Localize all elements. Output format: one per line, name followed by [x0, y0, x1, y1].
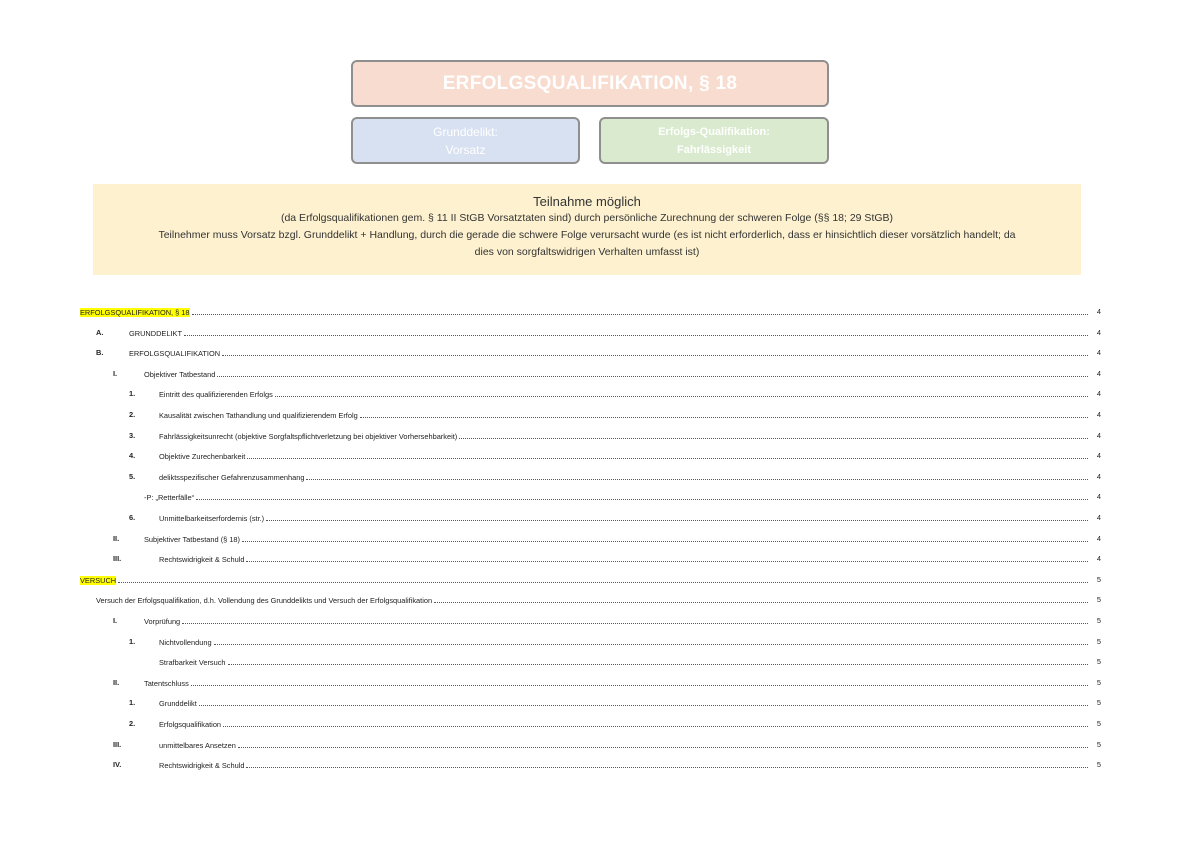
toc-entry[interactable] — [0, 345, 1200, 361]
toc-entry-title: Rechtswidrigkeit & Schuld — [159, 555, 245, 565]
toc-entry[interactable] — [0, 551, 1200, 567]
toc-entry-number: A. — [96, 327, 104, 337]
toc-entry-title: Vorprüfung — [144, 617, 181, 626]
toc-entry-title: unmittelbares Ansetzen — [159, 740, 236, 750]
toc-entry-page: 5 — [1096, 677, 1101, 687]
teilnahme-line-3: dies von sorgfaltswidrigen Verhalten umfasst ist) — [474, 246, 700, 258]
toc-entry-title: Kausalität zwischen Tathandlung und qualifizierendem Erfolg — [159, 411, 358, 420]
toc-entry[interactable] — [0, 366, 1200, 382]
toc-dot-leader — [246, 760, 1088, 768]
toc-entry-number: 4. — [129, 451, 136, 461]
toc-entry-number: III. — [113, 554, 122, 564]
toc-entry-title: Nichtvollendung — [159, 637, 212, 647]
toc-entry[interactable] — [0, 325, 1200, 341]
toc-dot-leader — [275, 389, 1088, 397]
toc-entry-page: 4 — [1096, 451, 1101, 461]
toc-entry-title: Versuch der Erfolgsqualifikation, d.h. Vollendung des Grunddelikts und Versuch der Erfolgsqualifikation — [96, 596, 433, 606]
toc-entry[interactable] — [0, 428, 1200, 444]
toc-dot-leader — [184, 328, 1088, 336]
teilnahme-line-2: Teilnehmer muss Vorsatz bzgl. Grunddelikt + Handlung, durch die gerade die schwere Folge verursacht wurde (es ist nicht erforderlich, dass er hinsichtlich dieser vorsätzlich handelt; da — [158, 229, 1016, 241]
toc-entry-number: I. — [113, 616, 118, 625]
toc-entry[interactable] — [0, 407, 1200, 423]
toc-entry-page: 5 — [1096, 595, 1101, 605]
toc-entry-page: 4 — [1096, 513, 1101, 522]
toc-dot-leader — [222, 348, 1088, 356]
toc-entry-page: 5 — [1096, 760, 1101, 770]
toc-dot-leader — [214, 637, 1088, 645]
toc-dot-leader — [199, 698, 1088, 706]
toc-entry[interactable] — [0, 592, 1200, 608]
toc-entry-page: 4 — [1096, 368, 1101, 378]
toc-entry-number: B. — [96, 348, 104, 358]
toc-entry-number: 1. — [129, 698, 136, 708]
teilnahme-note — [93, 184, 1081, 275]
toc-entry-title: Objektive Zurechenbarkeit — [159, 452, 246, 462]
toc-entry-number: I. — [113, 368, 118, 378]
toc-dot-leader — [223, 719, 1088, 727]
toc-entry[interactable] — [0, 613, 1200, 629]
diagram-title-box — [351, 60, 829, 107]
toc-entry-title: GRUNDDELIKT — [129, 328, 182, 338]
toc-entry-page: 4 — [1096, 307, 1101, 316]
toc-entry-number: IV. — [113, 760, 122, 770]
toc-entry-page: 5 — [1096, 657, 1101, 667]
toc-dot-leader — [266, 513, 1088, 521]
toc-entry-page: 4 — [1096, 430, 1101, 440]
toc-entry-page: 5 — [1096, 739, 1101, 749]
toc-entry-number: 5. — [129, 471, 136, 481]
toc-entry[interactable] — [0, 448, 1200, 464]
toc-entry-number: III. — [113, 739, 122, 749]
toc-entry-title: VERSUCH — [80, 575, 117, 585]
toc-entry-page: 5 — [1096, 636, 1101, 646]
toc-entry-title: Objektiver Tatbestand — [144, 369, 216, 379]
toc-entry-number: II. — [113, 533, 120, 543]
toc-entry[interactable] — [0, 469, 1200, 485]
toc-entry-page: 4 — [1096, 471, 1101, 481]
toc-entry[interactable] — [0, 386, 1200, 402]
toc-entry[interactable] — [0, 675, 1200, 691]
toc-entry-title: Erfolgsqualifikation — [159, 720, 222, 729]
toc-dot-leader — [217, 369, 1088, 377]
toc-entry-title: Eintritt des qualifizierenden Erfolgs — [159, 390, 273, 400]
toc-dot-leader — [192, 307, 1088, 315]
toc-dot-leader — [238, 740, 1088, 748]
toc-entry-number: 2. — [129, 719, 136, 728]
grunddelikt-label: Grunddelikt: — [433, 125, 498, 139]
toc-dot-leader — [182, 616, 1088, 624]
toc-entry-title: Unmittelbarkeitserfordernis (str.) — [159, 514, 265, 523]
toc-dot-leader — [434, 595, 1088, 603]
toc-dot-leader — [196, 492, 1088, 500]
toc-entry[interactable] — [0, 510, 1200, 526]
erfolgsqualifikation-label: Erfolgs-Qualifikation: — [658, 126, 770, 138]
toc-entry[interactable] — [0, 737, 1200, 753]
toc-dot-leader — [360, 410, 1088, 418]
grunddelikt-value: Vorsatz — [445, 143, 486, 157]
toc-entry[interactable] — [0, 695, 1200, 711]
toc-dot-leader — [247, 451, 1088, 459]
toc-entry-title: ERFOLGSQUALIFIKATION — [129, 349, 221, 359]
toc-dot-leader — [118, 575, 1088, 583]
erfolgsqualifikation-value: Fahrlässigkeit — [677, 144, 751, 156]
toc-entry-page: 4 — [1096, 327, 1101, 337]
toc-entry-page: 5 — [1096, 574, 1101, 584]
erfolgsqualifikation-box — [599, 117, 829, 164]
toc-entry-page: 4 — [1096, 533, 1101, 543]
toc-entry[interactable] — [0, 572, 1200, 588]
toc-dot-leader — [191, 678, 1088, 686]
toc-entry-number: 1. — [129, 636, 136, 646]
toc-dot-leader — [246, 554, 1088, 562]
toc-entry-number: 2. — [129, 410, 136, 419]
toc-entry-number: 1. — [129, 389, 136, 399]
toc-entry-page: 5 — [1096, 698, 1101, 708]
teilnahme-heading: Teilnahme möglich — [533, 194, 641, 209]
toc-entry-title: Strafbarkeit Versuch — [159, 658, 226, 668]
toc-entry-title: ERFOLGSQUALIFIKATION, § 18 — [80, 308, 190, 317]
toc-entry-title: Subjektiver Tatbestand (§ 18) — [144, 534, 240, 544]
toc-entry-page: 4 — [1096, 348, 1101, 358]
toc-entry-title: Rechtswidrigkeit & Schuld — [159, 761, 245, 771]
toc-dot-leader — [306, 472, 1088, 480]
toc-entry[interactable] — [0, 716, 1200, 732]
teilnahme-line-1: (da Erfolgsqualifikationen gem. § 11 II StGB Vorsatztaten sind) durch persönliche Zurechnung der schweren Folge (§§ 18; 29 StGB) — [280, 212, 894, 224]
toc-entry-number: 3. — [129, 430, 136, 440]
toc-entry-title: Grunddelikt — [159, 699, 197, 709]
toc-dot-leader — [459, 431, 1088, 439]
toc-entry-page: 4 — [1096, 389, 1101, 399]
toc-entry-page: 4 — [1096, 554, 1101, 564]
toc-entry-number: 6. — [129, 513, 136, 522]
toc-entry[interactable] — [0, 304, 1200, 320]
toc-entry-page: 4 — [1096, 410, 1101, 419]
toc-entry-title: Tatentschluss — [144, 678, 189, 688]
toc-entry[interactable] — [0, 654, 1200, 670]
toc-entry[interactable] — [0, 531, 1200, 547]
toc-dot-leader — [242, 534, 1088, 542]
toc-entry-page: 5 — [1096, 616, 1101, 625]
toc-entry-title: Fahrlässigkeitsunrecht (objektive Sorgfaltspflichtverletzung bei objektiver Vorhersehbarkeit) — [159, 431, 458, 441]
toc-entry-number: II. — [113, 677, 120, 687]
toc-entry[interactable] — [0, 757, 1200, 773]
toc-entry-title: deliktsspezifischer Gefahrenzusammenhang — [159, 472, 305, 482]
toc-entry-title: -P: „Retterfälle“ — [144, 493, 195, 503]
toc-entry-page: 5 — [1096, 719, 1101, 728]
toc-dot-leader — [228, 657, 1088, 665]
grunddelikt-box — [351, 117, 580, 164]
diagram-title: ERFOLGSQUALIFIKATION, § 18 — [442, 73, 738, 94]
toc-entry-page: 4 — [1096, 492, 1101, 502]
toc-entry[interactable] — [0, 634, 1200, 650]
toc-entry[interactable] — [0, 489, 1200, 505]
